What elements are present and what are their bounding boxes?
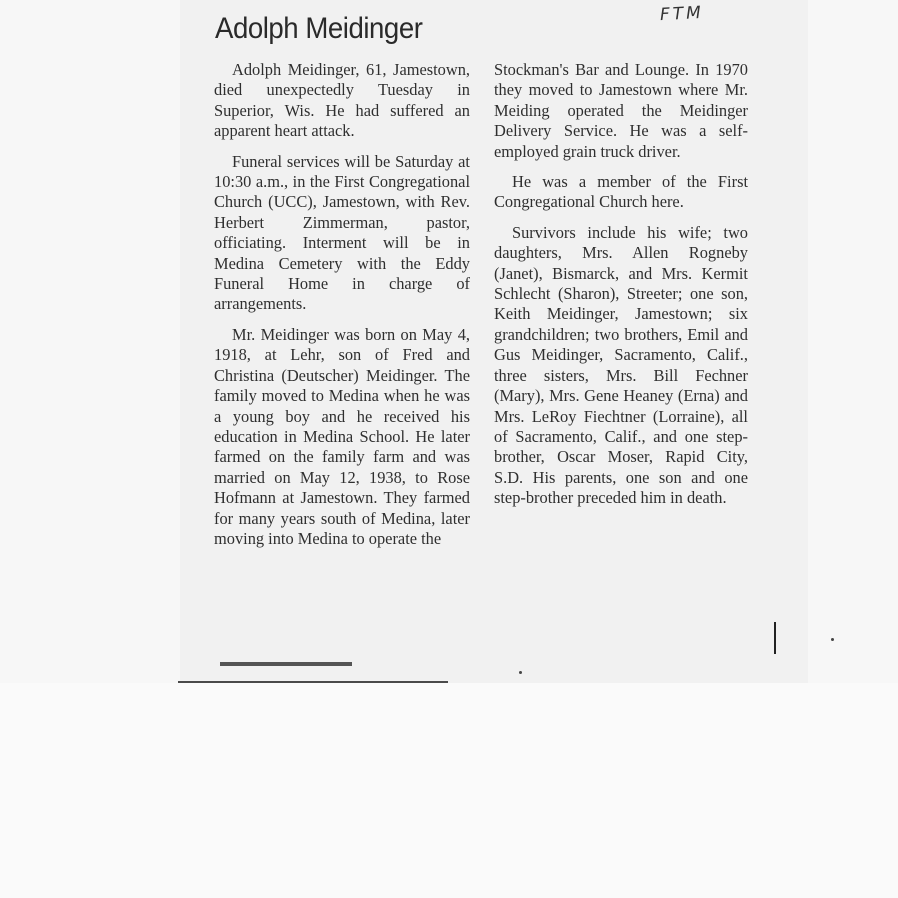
paragraph-biography-continued: Stockman's Bar and Lounge. In 1970 they moved to Jamestown where Mr. Meiding operated the Meidinger Delivery Service. He was a self-employed grain truck driver. <box>494 60 748 161</box>
end-rule <box>220 662 352 666</box>
handwritten-annotation: FTM <box>659 2 705 26</box>
paragraph-funeral-services: Funeral services will be Saturday at 10:30 a.m., in the First Congregational Church (UCC), Jamestown, with Rev. Herbert Zimmerman, pastor, officiating. Interment will be in Medina Cemetery with the Eddy Funeral Home in charge of arrangements. <box>214 151 470 314</box>
clipping-edge-rule <box>178 681 448 683</box>
right-column <box>494 60 748 509</box>
paragraph-church-membership: He was a member of the First Congregational Church here. <box>494 172 748 212</box>
paragraph-biography: Mr. Meidinger was born on May 4, 1918, at Lehr, son of Fred and Christina (Deutscher) Meidinger. The family moved to Medina when he was a young boy and he received his education in Medina School. He later farmed on the family farm and was married on May 12, 1938, to Rose Hofmann at Jamestown. They farmed for many years south of Medina, later moving into Medina to operate the <box>214 324 470 548</box>
paragraph-death-notice: Adolph Meidinger, 61, Jamestown, died unexpectedly Tuesday in Superior, Wis. He had suffered an apparent heart attack. <box>214 60 470 141</box>
paragraph-survivors: Survivors include his wife; two daughters, Mrs. Allen Rogneby (Janet), Bismarck, and Mrs. Kermit Schlecht (Sharon), Streeter; one son, Keith Meidinger, Jamestown; six grandchildren; two brothers, Emil and Gus Meidinger, Sacramento, Calif., three sisters, Mrs. Bill Fechner (Mary), Mrs. Gene Heaney (Erna) and Mrs. LeRoy Fiechtner (Lorraine), all of Sacramento, Calif., and one step-brother, Oscar Moser, Rapid City, S.D. His parents, one son and one step-brother preceded him in death. <box>494 222 748 508</box>
scan-background <box>0 683 898 898</box>
scan-speck <box>519 671 522 674</box>
scan-mark <box>774 622 776 654</box>
obituary-headline: Adolph Meidinger <box>215 12 423 45</box>
scan-speck <box>831 638 834 641</box>
left-column <box>214 60 470 549</box>
